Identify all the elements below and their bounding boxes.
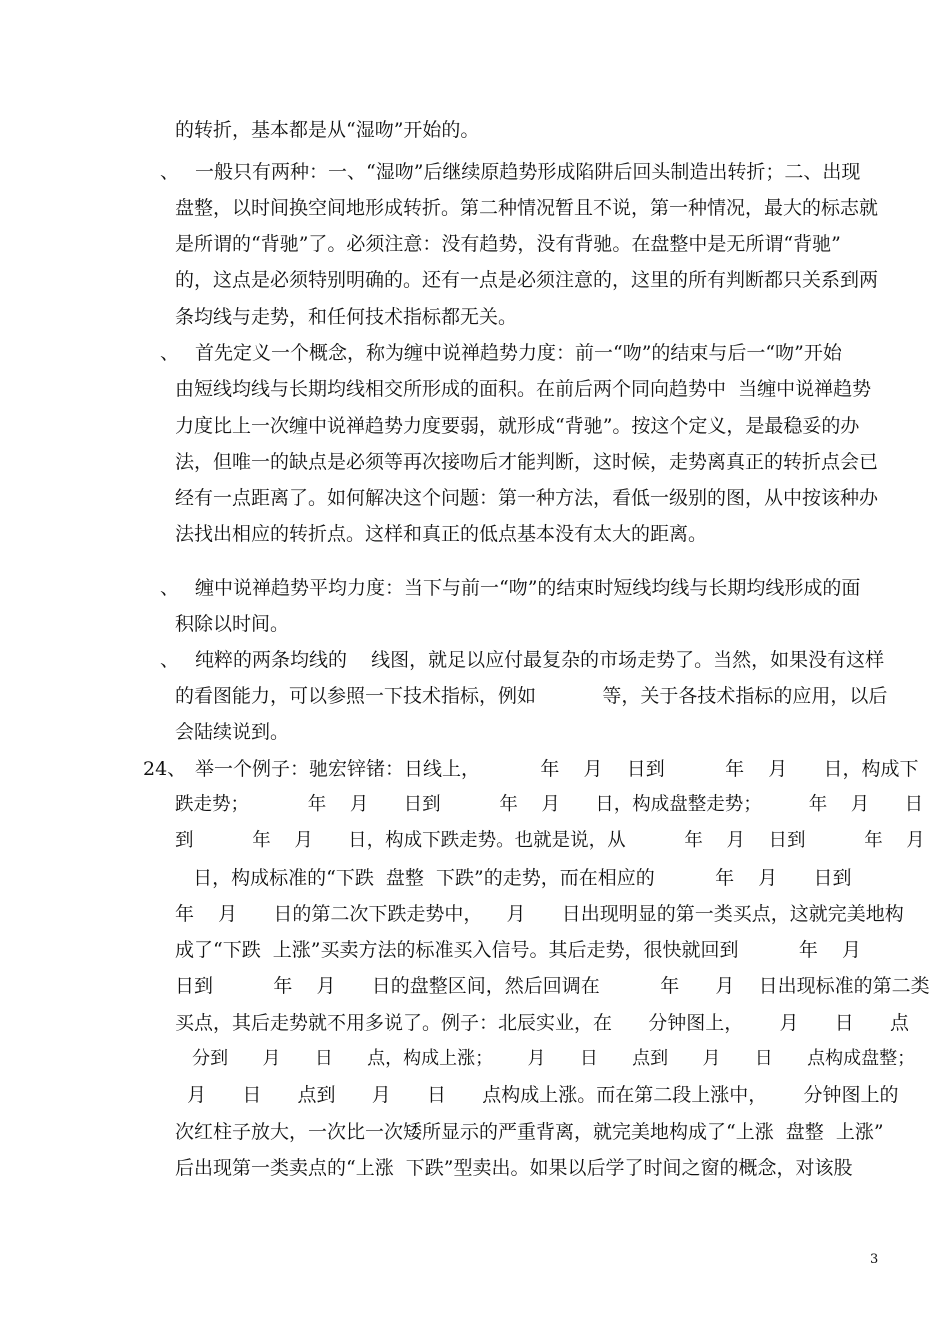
text-line: 力度比上一次缠中说禅趋势力度要弱，就形成“背驰”。按这个定义，是最稳妥的办 bbox=[175, 415, 860, 437]
text-line: 到 年 月 日，构成下跌走势。也就是说，从 年 月 日到 年 月 bbox=[175, 830, 925, 851]
text-line: 的，这点是必须特别明确的。还有一点是必须注意的，这里的所有判断都只关系到两 bbox=[175, 269, 879, 291]
text-line: 跌走势； 年 月 日到 年 月 日，构成盘整走势； 年 月 日 bbox=[175, 794, 924, 815]
text-line: 成了“下跌 上涨”买卖方法的标准买入信号。其后走势，很快就回到 年 月 bbox=[175, 939, 862, 961]
text-line: 法，但唯一的缺点是必须等再次接吻后才能判断，这时候，走势离真正的转折点会已 bbox=[175, 451, 879, 473]
text-line: 一般只有两种：一、“湿吻”后继续原趋势形成陷阱后回头制造出转折；二、出现 bbox=[195, 161, 861, 183]
text-line: 年 月 日的第二次下跌走势中， 月 日出现明显的第一类买点，这就完美地构 bbox=[175, 903, 904, 925]
text-line: 是所谓的“背驰”了。必须注意：没有趋势，没有背驰。在盘整中是无所谓“背驰” bbox=[175, 233, 841, 255]
text-line: 会陆续说到。 bbox=[175, 721, 290, 743]
list-marker: 、 bbox=[160, 649, 180, 671]
text-line: 条均线与走势，和任何技术指标都无关。 bbox=[175, 306, 518, 328]
list-marker: 24、 bbox=[143, 758, 187, 780]
text-line: 次红柱子放大，一次比一次矮所显示的严重背离，就完美地构成了“上涨 盘整 上涨” bbox=[175, 1121, 884, 1143]
text-line: 缠中说禅趋势平均力度：当下与前一“吻”的结束时短线均线与长期均线形成的面 bbox=[195, 577, 861, 599]
text-line: 经有一点距离了。如何解决这个问题：第一种方法，看低一级别的图，从中按该种办 bbox=[175, 487, 879, 509]
text-line: 举一个例子：驰宏锌锗：日线上， 年 月 日到 年 月 日，构成下 bbox=[195, 758, 919, 780]
text-line: 的转折，基本都是从“湿吻”开始的。 bbox=[175, 119, 480, 141]
text-line: 的看图能力，可以参照一下技术指标，例如 等，关于各技术指标的应用，以后 bbox=[175, 685, 888, 707]
text-line: 盘整，以时间换空间地形成转折。第二种情况暂且不说，第一种情况，最大的标志就 bbox=[175, 197, 879, 219]
text-line: 积除以时间。 bbox=[175, 613, 290, 635]
text-line: 买点，其后走势就不用多说了。例子：北辰实业，在 分钟图上， 月 日 点 bbox=[175, 1012, 909, 1034]
list-marker: 、 bbox=[160, 342, 180, 364]
text-line: 法找出相应的转折点。这样和真正的低点基本没有太大的距离。 bbox=[175, 523, 708, 545]
text-line: 分到 月 日 点，构成上涨； 月 日 点到 月 日 点构成盘整； bbox=[175, 1048, 916, 1069]
text-line: 月 日 点到 月 日 点构成上涨。而在第二段上涨中， 分钟图上的 bbox=[175, 1084, 899, 1106]
text-line: 后出现第一类卖点的“上涨 下跌”型卖出。如果以后学了时间之窗的概念，对该股 bbox=[175, 1157, 853, 1179]
text-line: 首先定义一个概念，称为缠中说禅趋势力度：前一“吻”的结束与后一“吻”开始 bbox=[195, 342, 842, 364]
list-marker: 、 bbox=[160, 577, 180, 599]
text-line: 纯粹的两条均线的 线图，就足以应付最复杂的市场走势了。当然，如果没有这样 bbox=[195, 649, 885, 671]
text-line: 由短线均线与长期均线相交所形成的面积。在前后两个同向趋势中 当缠中说禅趋势 bbox=[175, 378, 872, 400]
text-line: 日，构成标准的“下跌 盘整 下跌”的走势，而在相应的 年 月 日到 bbox=[175, 867, 852, 889]
page-number: 3 bbox=[870, 1252, 879, 1267]
text-line: 日到 年 月 日的盘整区间，然后回调在 年 月 日出现标准的第二类 bbox=[175, 975, 930, 997]
list-marker: 、 bbox=[160, 161, 180, 183]
